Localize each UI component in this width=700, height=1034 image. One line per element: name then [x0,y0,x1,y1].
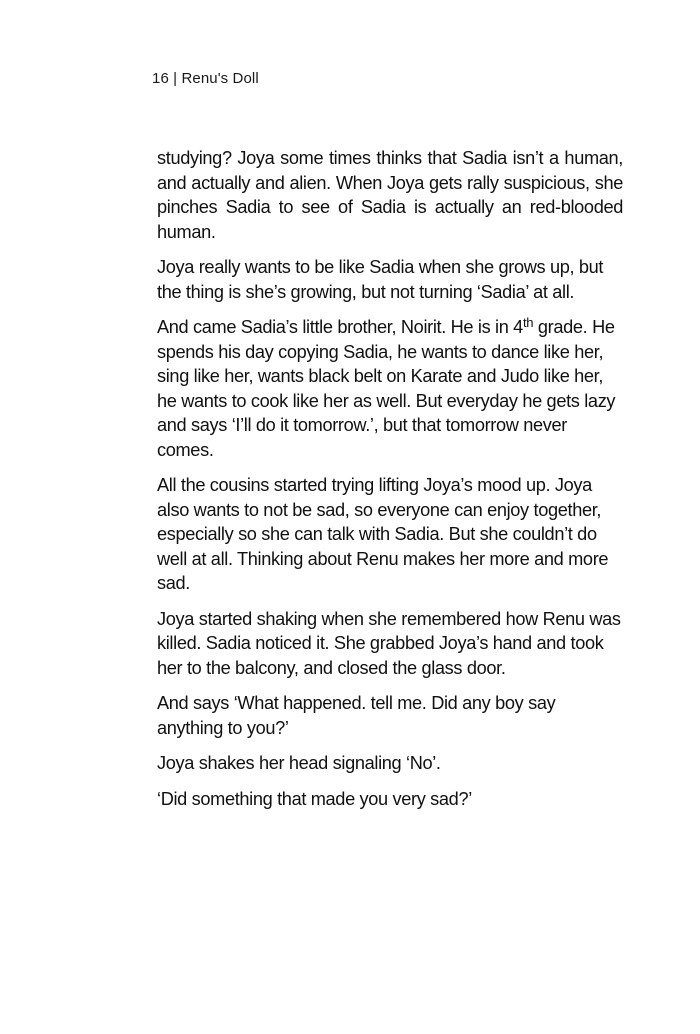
header-separator: | [173,70,178,87]
book-title: Renu's Doll [181,70,259,87]
paragraph-7: Joya shakes her head signaling ‘No’. [157,753,441,773]
ordinal-suffix: th [522,315,534,331]
paragraph-8: ‘Did something that made you very sad?’ [157,788,472,809]
paragraph-4: All the cousins started trying lifting Joya’s mood up. Joya also wants to not be sad, so everyone can enjoy together, especially so she can talk with Sadia. But she couldn’t do well at all. Thinking about Renu makes her more and more sad. [157,475,609,593]
paragraph-1: studying? Joya some times thinks that Sadia isn’t a human, and actually and alien. When Joya gets rally suspicious, she pinches Sadia to see of Sadia is actually an red-blooded human. [157,148,623,242]
paragraph-3-text-end: grade. He spends his day copying Sadia, he wants to dance like her, sing like her, wants black belt on Karate and Judo like her, he wants to cook like her as well. But everyday he gets lazy and says ‘I’ll do it tomorrow.’, but that tomorrow never comes. [157,317,616,460]
paragraph-2: Joya really wants to be like Sadia when she grows up, but the thing is she’s growing, but not turning ‘Sadia’ at all. [157,257,604,302]
page-number: 16 [152,70,169,87]
running-header [152,70,259,87]
paragraph-3 [157,315,623,462]
paragraph-6: And says ‘What happened. tell me. Did any boy say anything to you?’ [157,693,556,738]
paragraph-5: Joya started shaking when she remembered how Renu was killed. Sadia noticed it. She grabbed Joya’s hand and took her to the balcony, and closed the glass door. [157,608,621,678]
body-text [157,146,623,822]
paragraph-3-text-start: And came Sadia’s little brother, Noirit. He is in 4 [157,317,523,337]
